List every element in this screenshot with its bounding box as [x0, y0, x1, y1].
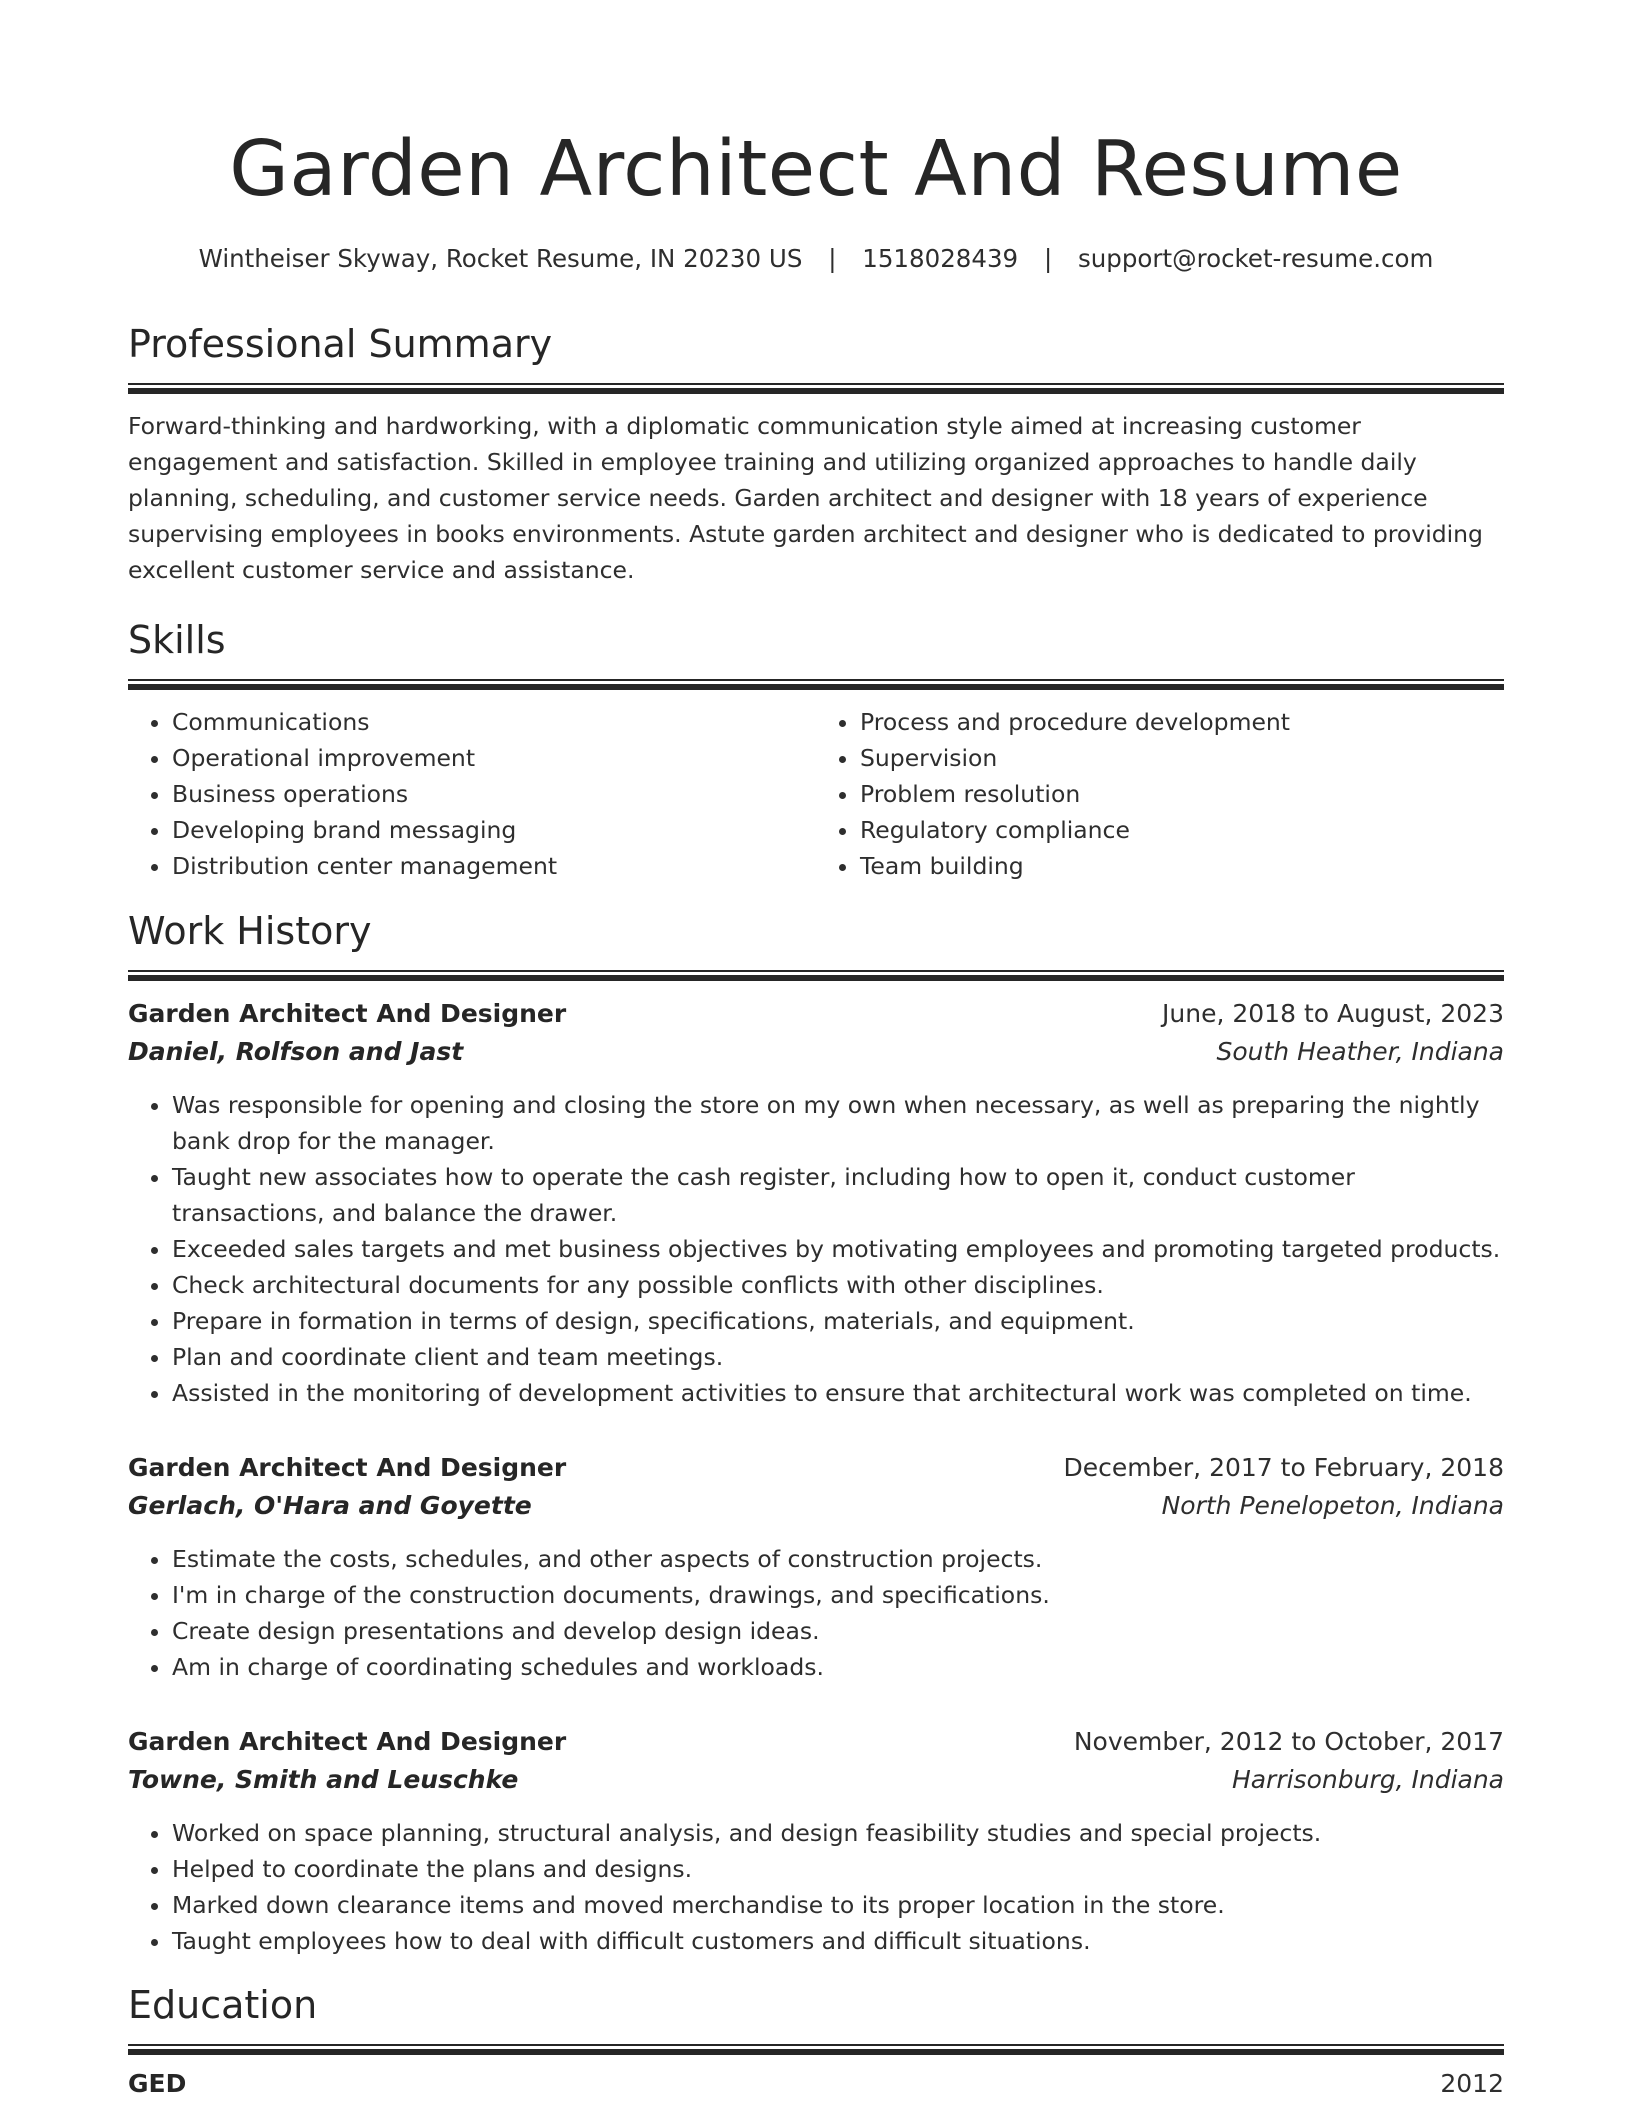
job-location: South Heather, Indiana [1216, 1037, 1504, 1066]
job-company: Gerlach, O'Hara and Goyette [128, 1491, 532, 1520]
skill-item: • Team building [860, 848, 1504, 884]
section-divider [128, 383, 1504, 394]
section-title-summary: Professional Summary [128, 322, 553, 366]
job-bullet: • Exceeded sales targets and met business objectives by motivating employees and promoting targeted products. [172, 1231, 1504, 1267]
job-dates: November, 2012 to October, 2017 [1073, 1727, 1504, 1756]
job-title: Garden Architect And Designer [128, 1453, 567, 1482]
skills-columns [128, 704, 1504, 884]
job-company-row [128, 1487, 1504, 1525]
job-title: Garden Architect And Designer [128, 1727, 567, 1756]
job-header-row [128, 995, 1504, 1033]
education-degree: GED [128, 2069, 187, 2098]
section-divider [128, 679, 1504, 690]
skill-item: • Developing brand messaging [172, 812, 816, 848]
job-company-row [128, 1033, 1504, 1071]
job-header-row [128, 1449, 1504, 1487]
contact-separator: | [1043, 244, 1053, 273]
job-entry [128, 1449, 1504, 1685]
job-company: Towne, Smith and Leuschke [128, 1765, 519, 1794]
job-entry [128, 1723, 1504, 1959]
job-header-row [128, 1723, 1504, 1761]
section-title-work: Work History [128, 909, 372, 953]
skills-section [128, 615, 1504, 884]
skill-item: • Business operations [172, 776, 816, 812]
contact-phone: 1518028439 [862, 244, 1019, 273]
contact-address: Wintheiser Skyway, Rocket Resume, IN 20230 US [198, 244, 803, 273]
resume-name: Garden Architect And Resume [229, 125, 1403, 214]
job-company: Daniel, Rolfson and Jast [128, 1037, 464, 1066]
education-section [128, 1980, 1504, 2103]
job-title: Garden Architect And Designer [128, 999, 567, 1028]
job-entry [128, 995, 1504, 1411]
job-bullet: • Assisted in the monitoring of development activities to ensure that architectural work was completed on time. [172, 1375, 1504, 1411]
skills-list-left [128, 704, 816, 884]
job-bullet: • Marked down clearance items and moved merchandise to its proper location in the store. [172, 1887, 1504, 1923]
job-bullet: • Plan and coordinate client and team meetings. [172, 1339, 1504, 1375]
job-company-row [128, 1761, 1504, 1799]
contact-separator: | [828, 244, 837, 273]
section-divider [128, 970, 1504, 981]
skill-item: • Supervision [860, 740, 1504, 776]
job-bullet: • Worked on space planning, structural analysis, and design feasibility studies and special projects. [172, 1815, 1504, 1851]
section-title-skills: Skills [128, 618, 226, 662]
skill-item: • Distribution center management [172, 848, 816, 884]
job-location: North Penelopeton, Indiana [1161, 1491, 1504, 1520]
skill-item: • Operational improvement [172, 740, 816, 776]
section-divider [128, 2044, 1504, 2055]
job-bullets [128, 1815, 1504, 1959]
section-title-education: Education [128, 1983, 318, 2027]
skill-item: • Regulatory compliance [860, 812, 1504, 848]
contact-email: support@rocket-resume.com [1078, 244, 1434, 273]
work-history-section [128, 906, 1504, 1959]
job-bullet: • Estimate the costs, schedules, and other aspects of construction projects. [172, 1541, 1504, 1577]
skills-list-right [816, 704, 1504, 884]
job-bullet: • Helped to coordinate the plans and designs. [172, 1851, 1504, 1887]
skill-item: • Problem resolution [860, 776, 1504, 812]
job-dates: June, 2018 to August, 2023 [1162, 999, 1504, 1028]
job-bullet: • Prepare in formation in terms of design, specifications, materials, and equipment. [172, 1303, 1504, 1339]
skills-column-right [816, 704, 1504, 884]
job-bullets [128, 1087, 1504, 1411]
job-bullet: • Am in charge of coordinating schedules and workloads. [172, 1649, 1504, 1685]
job-location: Harrisonburg, Indiana [1231, 1765, 1504, 1794]
job-bullet: • Check architectural documents for any possible conflicts with other disciplines. [172, 1267, 1504, 1303]
education-year: 2012 [1440, 2069, 1504, 2098]
job-bullets [128, 1541, 1504, 1685]
skill-item: • Process and procedure development [860, 704, 1504, 740]
job-bullet: • Was responsible for opening and closing the store on my own when necessary, as well as preparing the nightly bank drop for the manager. [172, 1087, 1504, 1159]
job-bullet: • I'm in charge of the construction documents, drawings, and specifications. [172, 1577, 1504, 1613]
professional-summary-section [128, 319, 1504, 588]
job-bullet: • Taught employees how to deal with difficult customers and difficult situations. [172, 1923, 1504, 1959]
contact-line [128, 242, 1504, 276]
job-dates: December, 2017 to February, 2018 [1063, 1453, 1504, 1482]
education-entry [128, 2065, 1504, 2103]
summary-text: Forward-thinking and hardworking, with a diplomatic communication style aimed at increasing customer engagement and satisfaction. Skilled in employee training and utilizing organized approaches to handle daily planning, scheduling, and customer service needs. Garden architect and designer with 18 years of experience supervising employees in books environments. Astute garden architect and designer who is dedicated to providing excellent customer service and assistance. [128, 412, 1483, 584]
skill-item: • Communications [172, 704, 816, 740]
skills-column-left [128, 704, 816, 884]
job-bullet: • Taught new associates how to operate the cash register, including how to open it, conduct customer transactions, and balance the drawer. [172, 1159, 1504, 1231]
job-bullet: • Create design presentations and develop design ideas. [172, 1613, 1504, 1649]
